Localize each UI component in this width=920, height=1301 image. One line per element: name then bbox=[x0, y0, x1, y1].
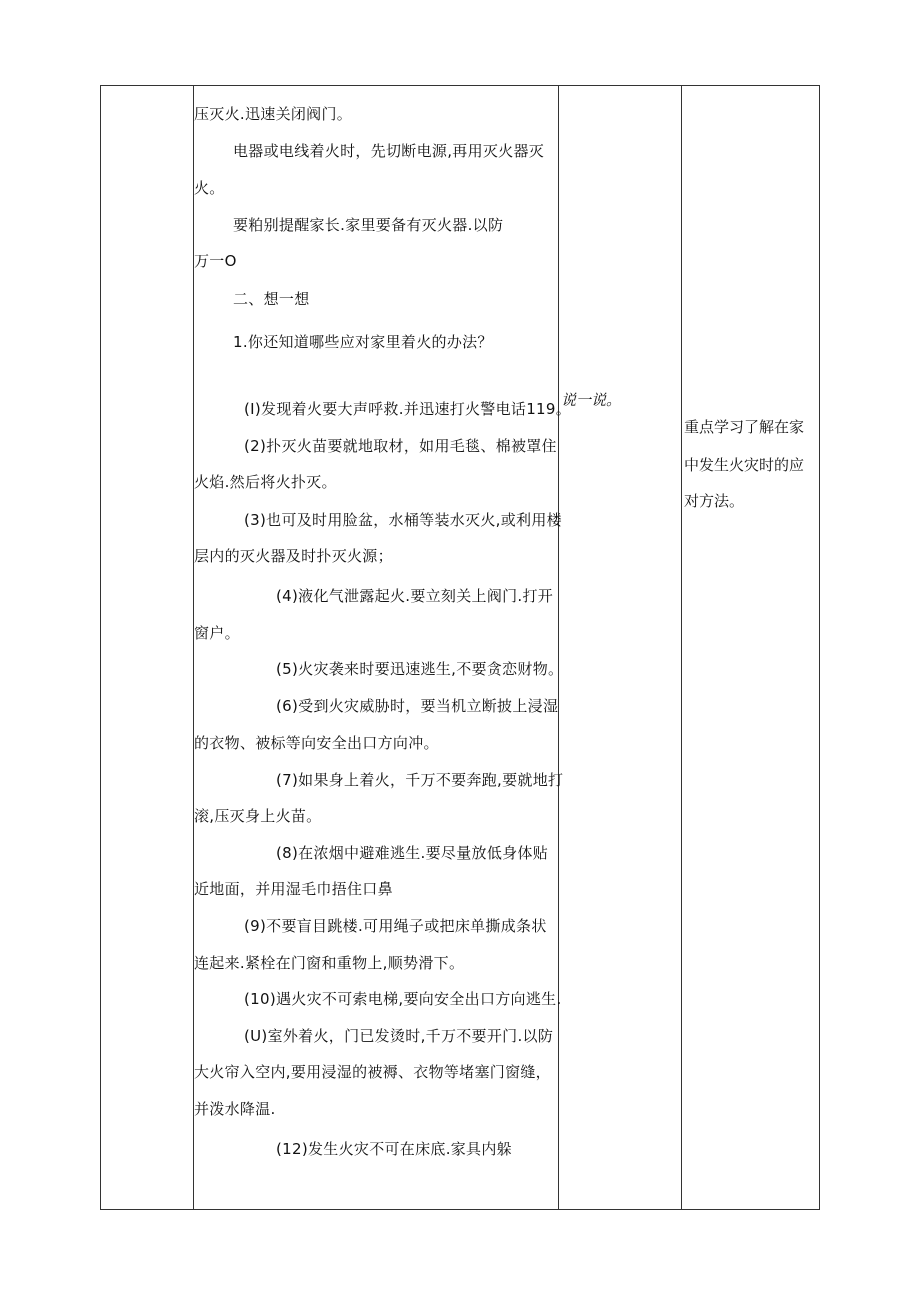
content-line: 并泼水降温. bbox=[194, 1100, 276, 1118]
intent-line: 中发生火灾时的应 bbox=[684, 456, 805, 474]
content-line: 近地面，并用湿毛巾捂住口鼻 bbox=[194, 880, 393, 898]
lesson-table bbox=[100, 85, 820, 1210]
intent-line: 对方法。 bbox=[684, 492, 745, 510]
content-line: (2)扑灭火苗要就地取材，如用毛毯、棉被罩住 bbox=[244, 437, 557, 455]
content-line: 电器或电线着火时，先切断电源,再用灭火器灭 bbox=[233, 142, 545, 160]
content-line: 连起来.紧栓在门窗和重物上,顺势滑下。 bbox=[194, 954, 465, 972]
content-line: 大火帘入空内,要用浸湿的被褥、衣物等堵塞门窗缝， bbox=[194, 1063, 551, 1081]
content-line: (6)受到火灾威胁时，要当机立断披上浸湿 bbox=[276, 697, 559, 715]
intent-line: 重点学习了解在家 bbox=[684, 418, 805, 436]
content-line: (8)在浓烟中避难逃生.要尽量放低身体贴 bbox=[276, 844, 549, 862]
content-line: (5)火灾袭来时要迅速逃生,不要贪恋财物。 bbox=[276, 660, 564, 678]
content-line: 万一O bbox=[194, 252, 237, 270]
section-heading: 二、想一想 bbox=[233, 290, 310, 308]
content-line: (12)发生火灾不可在床底.家具内躲 bbox=[276, 1140, 512, 1158]
content-line: (10)遇火灾不可索电梯,要向安全出口方向逃生. bbox=[244, 990, 562, 1008]
content-line: 窗户。 bbox=[194, 624, 240, 642]
teaching-content-cell bbox=[194, 86, 572, 1209]
content-line: (3)也可及时用脸盆，水桶等装水灭火,或利用楼 bbox=[244, 511, 562, 529]
content-line: 的衣物、被标等向安全出口方向冲。 bbox=[194, 734, 439, 752]
content-line: 火焰.然后将火扑灭。 bbox=[194, 473, 337, 491]
question: 1.你还知道哪些应对家里着火的办法？ bbox=[233, 333, 493, 351]
content-line: (U)室外着火，门已发烫时,千万不要开门.以防 bbox=[244, 1027, 554, 1045]
content-line: 要粕别提醒家长.家里要备有灭火器.以防 bbox=[233, 216, 504, 234]
content-line: 层内的灭火器及时扑灭火源； bbox=[194, 547, 393, 565]
content-line: 火。 bbox=[194, 179, 225, 197]
design-intent-cell bbox=[682, 86, 820, 1209]
activity-text: 说一说。 bbox=[561, 391, 622, 409]
content-line: (I)发现着火要大声呼救.并迅速打火警电话119。 bbox=[244, 400, 572, 418]
content-line: 压灭火.迅速关闭阀门。 bbox=[194, 105, 353, 123]
content-line: 滚,压灭身上火苗。 bbox=[194, 807, 322, 825]
content-line: (9)不要盲目跳楼.可用绳子或把床单撕成条状 bbox=[244, 917, 547, 935]
content-line: (7)如果身上着火，千万不要奔跑,要就地打 bbox=[276, 771, 564, 789]
content-line: (4)液化气泄露起火.要立刻关上阀门.打开 bbox=[276, 587, 554, 605]
student-activity-cell bbox=[559, 86, 681, 1209]
